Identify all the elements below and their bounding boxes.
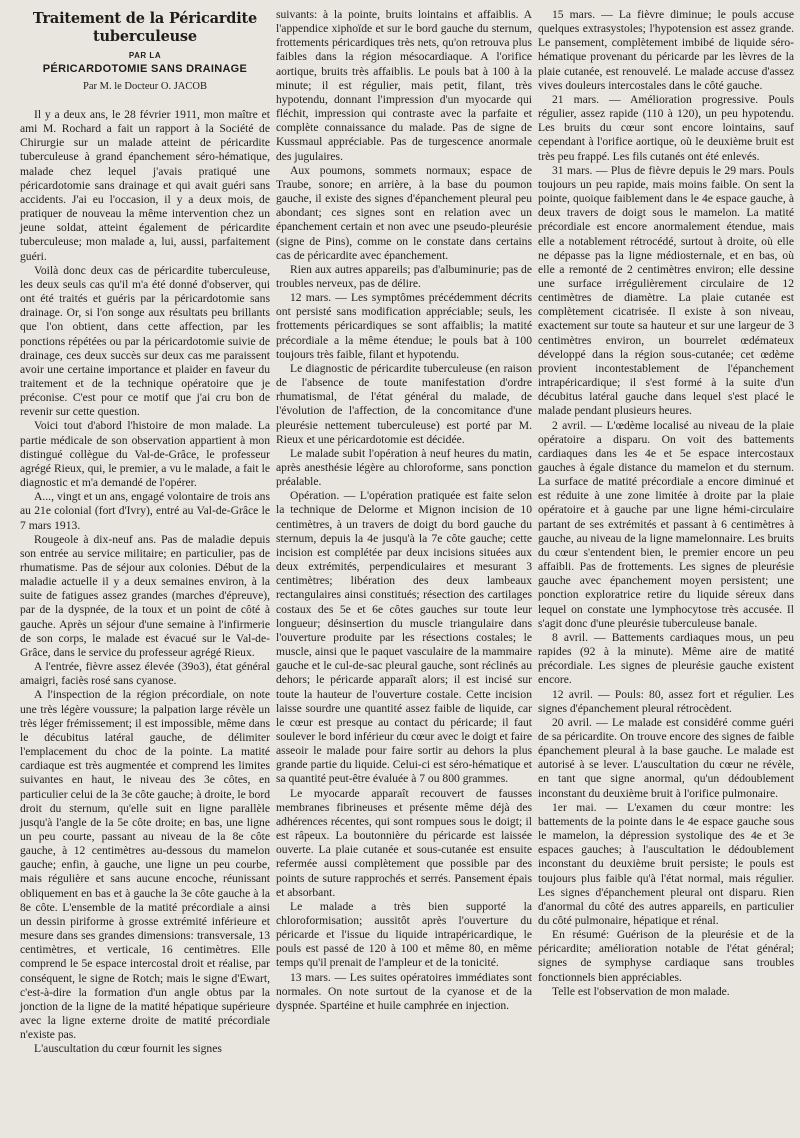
paragraph: A..., vingt et un ans, engagé volontaire de trois ans au 21e colonial (fort d'Ivry), entré au Val-de-Grâce le 7 mars 1913.: [20, 490, 270, 532]
article-subtitle: PÉRICARDOTOMIE SANS DRAINAGE: [42, 63, 248, 75]
paragraph: 31 mars. — Plus de fièvre depuis le 29 mars. Pouls toujours un peu rapide, mais moins faible. On sent la pointe, quoique faiblement dans le 4e espace gauche, à deux travers de doigt sous le mamelon. La matité précordiale est encore anormalement étendue, mais elle a notablement rétrocédé, surtout à droite, où elle ne dépasse pas la ligne médiosternale, et en bas, où elle a remonté de 2 centimètres environ; elle dessine une surface irrégulièrement circulaire de 12 centimètres de diamètre. La plaie cutanée est complètement cicatrisée. Il existe à son niveau, exactement sur toute sa hauteur et sur une largeur de 3 centimètres environ, un bourrelet œdémateux développé dans la région sous-cutanée; cet œdème provient incontestablement de l'épanchement intrapéricardique; il s'est formé à la suite d'un décubitus latéral gauche dans lequel s'est placé le malade pendant plusieurs heures.: [538, 163, 794, 418]
paragraph: Opération. — L'opération pratiquée est faite selon la technique de Delorme et Mignon incision de 10 centimètres, à un travers de doigt du bord gauche du sternum, depuis la 4e jusqu'à la 7e côte gauche; cette incision est complétée par deux incisions situées aux deux extrémités, perpendiculaires et mesurant 3 centimètres; libération des deux lambeaux rectangulaires ainsi constitués; résection des cartilages costaux des 5e et 6e côtes gauches sur toute leur longueur; désinsertion du muscle triangulaire dans l'ouverture produite par les résections costales; le muscle, ainsi que le paquet vasculaire de la mammaire gauche et le cul-de-sac pleural gauche, sont réclinés au dehors; le péricarde apparaît alors; il est incisé sur toute la hauteur de l'ouverture costale. Cette incision laisse sourdre une quantité assez faible de liquide, car le cœur est presque au contact du péricarde; il faut soulever le bord inférieur du cœur avec le doigt et faire asseoir le malade pour faire sortir au dehors la plus grande partie du liquide. Celui-ci est séro-hématique et sa quantité peut-être évaluée à 7 ou 800 grammes.: [276, 489, 532, 786]
paragraph: 12 avril. — Pouls: 80, assez fort et régulier. Les signes d'épanchement pleural rétrocèdent.: [538, 687, 794, 715]
article-title: Traitement de la Péricardite tuberculeuse: [32, 10, 258, 45]
paragraph: Le malade a très bien supporté la chloroformisation; aussitôt après l'ouverture du péricarde et l'issue du liquide intrapéricardique, le pouls est passé de 120 à 100 et même 80, en même temps qu'il prenait de l'ampleur et de la tonicité.: [276, 899, 532, 970]
column-2: [270, 8, 532, 1132]
paragraph: 1er mai. — L'examen du cœur montre: les battements de la pointe dans le 4e espace gauche sous le mamelon, la dépression systolique des 4e et 3e espaces gauches; à l'auscultation le dédoublement inconstant du deuxième bruit persiste; le pouls est toujours plus faible qu'à l'état normal, mais régulier. Les signes d'épanchement pleural ont disparu. Rien d'anormal du côté des autres appareils, en particulier du côté pulmonaire, hépatique et rénal.: [538, 800, 794, 927]
article-header: [20, 10, 270, 94]
column-3: [532, 8, 794, 1132]
paragraph: 15 mars. — La fièvre diminue; le pouls accuse quelques extrasystoles; l'hypotension est assez grande. Le pansement, complètement imbibé de liquide séro-hématique provenant du péricarde par les lèvres de la plaie cutanée, est renouvelé. Le malade accuse d'assez vives douleurs intercostales dans le côté gauche.: [538, 8, 794, 92]
paragraph: 12 mars. — Les symptômes précédemment décrits ont persisté sans modification appréciable; seuls, les frottements péricardiques se sont affaiblis; la matité précordiale a la même étendue; le pouls bat à 100 toujours très faible, filant et hypotendu.: [276, 291, 532, 361]
paragraph: 21 mars. — Amélioration progressive. Pouls régulier, assez rapide (110 à 120), un peu hypotendu. Les bruits du cœur sont encore lointains, sauf cependant à l'orifice aortique, où le deuxième bruit est très peu frappé. Les fils cutanés ont été enlevés.: [538, 92, 794, 163]
paragraph: En résumé: Guérison de la pleurésie et de la péricardite; amélioration notable de l'état général; signes de symphyse cardiaque sans troubles fonctionnels bien appréciables.: [538, 928, 794, 984]
paragraph: Aux poumons, sommets normaux; espace de Traube, sonore; en arrière, à la base du poumon gauche, il existe des signes d'épanchement pleural peu abondant; ces signes sont en relation avec un épanchement certain et non avec une pseudo-pleurésie (signe de Pins), comme on le constate dans certains cas de péricardite avec épanchement.: [276, 163, 532, 262]
paragraph: Voici tout d'abord l'histoire de mon malade. La partie médicale de son observation appartient à mon distingué collègue du Val-de-Grâce, le professeur agrégé Rieux, qui, le premier, a vu le malade, a fait le diagnostic et m'a demandé de l'opérer.: [20, 419, 270, 490]
paragraph: Telle est l'observation de mon malade.: [552, 984, 730, 998]
text-columns: [8, 8, 794, 1132]
paragraph: Rien aux autres appareils; pas d'albuminurie; pas de troubles nerveux, pas de délire.: [276, 262, 532, 290]
paragraph: Le malade subit l'opération à neuf heures du matin, après anesthésie légère au chloroforme, sans ponction préalable.: [276, 446, 532, 489]
paragraph: Rougeole à dix-neuf ans. Pas de maladie depuis son entrée au service militaire; en particulier, pas de rhumatisme. Pas de séjour aux colonies. Début de la maladie actuelle il y a deux semaines environ, à la suite de fatigues assez grandes (marches d'épreuve), par de la dyspnée, de la toux et un point de côté à gauche. Après un séjour d'une semaine à l'infirmerie de son corps, le malade est évacué sur le Val-de-Grâce, dans le service du professeur agrégé Rieux.: [20, 532, 270, 659]
paragraph: Le myocarde apparaît recouvert de fausses membranes fibrineuses et présente même déjà des adhérences récentes, qui sont rompues sous le doigt; il est râpeux. La boutonnière du péricarde est laissée ouverte. La plaie cutanée et sous-cutanée est ensuite refermée aussi complètement que possible par des points de suture rapprochés et serrés. Pansement épais et absorbant.: [276, 786, 532, 899]
paragraph: 2 avril. — L'œdème localisé au niveau de la plaie opératoire a disparu. On voit des battements cardiaques dans les 4e et 5e espace intercostaux gauches à égale distance du mamelon et du sternum. La surface de matité précordiale a encore diminué et est réduite à une zone limitée à droite par la plaie opératoire et à gauche par une ligne hémi-circulaire partant de ses extrémités et passant à 6 centimètres à gauche, au niveau de la ligne mamelonnaire. Les bruits du cœur s'entendent bien, le premier encore un peu affaibli. Pas de frottements. Les signes de pleurésie gauche avec épanchement moyen persistent; une ponction exploratrice retire du liquide séreux dans lequel on constate une lymphocytose très accusée. Il s'agit donc d'une pleurésie tuberculeuse banale.: [538, 418, 794, 630]
article-par: PAR LA: [128, 51, 162, 60]
column-1: [8, 8, 270, 1132]
paragraph: 13 mars. — Les suites opératoires immédiates sont normales. On note surtout de la cyanose et de la dyspnée. Spartéine et huile camphrée en injection.: [276, 970, 532, 1012]
paragraph: A l'entrée, fièvre assez élevée (39o3), état général amaigri, faciès rosé sans cyanose.: [20, 660, 270, 688]
paragraph: suivants: à la pointe, bruits lointains et affaiblis. A l'appendice xiphoïde et sur le bord gauche du sternum, frottements péricardiques très nets, qu'on retrouva plus faibles dans la région mésocardiaque. A l'orifice aortique, bruits très affaiblis. Le pouls bat à 100 à la minute; il est régulier, mais petit, filant, très hypotendu, donnant l'impression d'un myocarde qui fléchit, impression qui contraste avec la parfaite et complète connaissance du malade. Pas de signe de Kussmaul appréciable. Pas de turgescence anormale des jugulaires.: [276, 8, 532, 163]
paragraph: A l'inspection de la région précordiale, on note une très légère voussure; la palpation large révèle un très léger frémissement; il est impossible, même dans le décubitus latéral gauche, de délimiter l'emplacement du choc de la pointe. La matité cardiaque est très augmentée et comprend les limites suivantes en haut, le niveau des 3e côtes, en particulier celui de la 3e côte gauche; à droite, le bord droit du sternum, qu'elle suit en ligne parallèle jusqu'à l'angle de la 5e côte droite; en bas, une ligne un peu courte, passant au niveau de la 8e côte gauche, à 12 centimètres au-dessous du mamelon gauche; enfin, à gauche, une ligne un peu courbe, mais régulière et sans aucune encoche, réunissant obliquement en bas et à gauche la 3e côte gauche à la 8e côte. L'ensemble de la matité précordiale a ainsi un dessin piriforme à grosse extrémité inférieure et mesure dans ses grandes dimensions: transversale, 13 centimètres, et verticale, 16 centimètres. Elle comprend le 5e espace intercostal droit et réalise, par conséquent, le signe de Rotch; mais le signe d'Ewart, c'est-à-dire la formation d'un angle obtus par la jonction de la ligne de la matité hépatique supérieure avec la ligne externe droite de matité précordiale n'existe pas.: [20, 688, 270, 1042]
paragraph: 20 avril. — Le malade est considéré comme guéri de sa péricardite. On trouve encore des signes de faible épanchement pleural à la base gauche. Le malade est autorisé à se lever. L'auscultation du cœur ne révèle, en tant que signe anormal, qu'un dédoublement inconstant du deuxième bruit à l'orifice pulmonaire.: [538, 715, 794, 800]
paragraph: Il y a deux ans, le 28 février 1911, mon maître et ami M. Rochard a fait un rapport à la Société de Chirurgie sur un malade atteint de péricardite tuberculeuse à grand épanchement séro-hématique, malade chez lequel j'avais pratiqué une péricardotomie sans drainage et qui avait guéri sans accidents. J'ai eu l'occasion, il y a deux mois, de pratiquer de nouveau la même intervention chez un jeune soldat, atteint également de péricardite tuberculeuse; mon malade a, lui, aussi, parfaitement guéri.: [20, 108, 270, 263]
article-author: Par M. le Docteur O. JACOB: [83, 81, 207, 92]
paragraph: L'auscultation du cœur fournit les signes: [34, 1042, 222, 1056]
paragraph: Voilà donc deux cas de péricardite tuberculeuse, les deux seuls cas qu'il m'a été donné d'observer, qui ont été traités et guéris par la péricardotomie sans drainage. Or, si l'on songe aux résultats peu brillants que l'on obtient, dans cette affection, par les ponctions répétées ou par la péricardotomie suivie de drainage, ces deux succès sur deux cas me paraissent avoir une certaine importance et plaider en faveur du traitement et de la technique opératoire que je préconise. C'est pour ce motif que j'ai cru bon de revenir sur cette question.: [20, 263, 270, 419]
paragraph: Le diagnostic de péricardite tuberculeuse (en raison de l'absence de toute manifestation d'ordre rhumatismal, de l'état général du malade, de l'évolution de l'affection, de la concomitance d'une pleurésie nettement tuberculeuse) est porté par M. Rieux et une péricardotomie est décidée.: [276, 361, 532, 446]
paragraph: 8 avril. — Battements cardiaques mous, un peu rapides (92 à la minute). Même aire de matité précordiale. Les signes de pleurésie gauche existent encore.: [538, 630, 794, 687]
